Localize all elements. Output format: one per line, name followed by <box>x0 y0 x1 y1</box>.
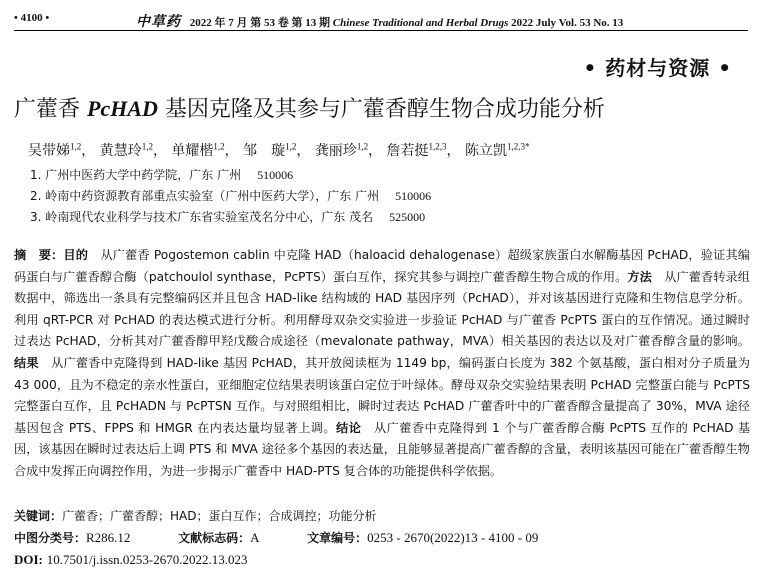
results-text: 从广藿香中克隆得到 HAD-like 基因 PcHAD，其开放阅读框为 1149 bp，编码蛋白长度为 382 个氨基酸，蛋白相对分子质量为 43 000，且为不稳定的亲水性蛋白，亚细胞定位结果表明该蛋白定位于叶绿体。酵母双杂交实验结果表明 PcHAD 完整蛋白能与 PcPTS 完整蛋白互作，且 PcHADN 与 PcPTSN 互作。与对照组相比，瞬时过表达 PcHAD 广藿香叶中的广藿香醇含量提高了 30%，MVA 途径基因包含 PTS、FPPS 和 HMGR 在内表达量均显著上调。 <box>14 355 751 435</box>
issue-en: 2022 July Vol. 53 No. 13 <box>511 17 624 29</box>
affiliation <box>30 186 431 207</box>
affiliation-zip: 510006 <box>395 189 432 203</box>
conclusion-text: 从广藿香中克隆得到 1 个与广藿香醇合酶 PcPTS 互作的 PcHAD 基因，该基因在瞬时过表达后上调 PTS 和 MVA 途径多个基因的表达量，且能够显著提高广藿香醇的含量，表明该基因可能在广藿香醇生物合成中发挥正向调控作用，为进一步揭示广藿香中 HAD-PTS 复合体的功能提供科学依据。 <box>14 420 751 478</box>
doc-code-value: A <box>250 530 260 545</box>
keywords-value: 广藿香；广藿香醇；HAD；蛋白互作；合成调控；功能分析 <box>62 509 377 523</box>
conclusion-label: 结论 <box>336 420 362 435</box>
author-affil-sup: 1,2 <box>141 141 153 152</box>
article-meta <box>14 506 538 571</box>
journal-name-cn: 中草药 <box>136 15 181 30</box>
author-affil-sup: 1,2,3* <box>506 141 530 152</box>
author-affil-sup: 1,2 <box>285 141 297 152</box>
affiliation-text: 3. 岭南现代农业科学与技术广东省实验室茂名分中心，广东 茂名 <box>30 210 374 224</box>
title-prefix: 广藿香 <box>14 97 87 122</box>
author-affil-sup: 1,2 <box>70 141 82 152</box>
article-no-value: 0253 - 2670(2022)13 - 4100 - 09 <box>367 530 539 545</box>
affiliation-zip: 525000 <box>389 210 426 224</box>
abstract <box>14 245 750 483</box>
methods-label: 方法 <box>627 269 652 284</box>
author: 龚丽珍 <box>314 143 357 159</box>
author: 邹 璇 <box>243 143 286 159</box>
running-header <box>14 10 748 31</box>
journal-info <box>136 11 623 31</box>
affiliation <box>30 207 431 228</box>
author: 单耀楷 <box>171 143 214 159</box>
doi-label: DOI: <box>14 552 43 567</box>
section-tag: • 药材与资源 • <box>583 56 732 80</box>
affiliation-text: 2. 岭南中药资源教育部重点实验室（广州中医药大学），广东 广州 <box>30 189 380 203</box>
affiliation-zip: 510006 <box>257 168 294 182</box>
author-list: 吴带娣$^{1,2}$， 黄慧玲$^{1,2}$， 单耀楷$^{1,2}$， 邹 璇$^{1,2}$， 龚丽珍$^{1,2}$， 詹若挺$^{1,2,3}$， 陈立凯$^{1,2,3*}$ <box>28 141 530 159</box>
author: 詹若挺 <box>386 143 429 159</box>
affiliation-list <box>30 165 431 228</box>
author: 吴带娣 <box>28 143 70 159</box>
journal-name-en: Chinese Traditional and Herbal Drugs <box>332 17 509 29</box>
affiliation-text: 1. 广州中医药大学中药学院，广东 广州 <box>30 168 242 182</box>
clc-value: R286.12 <box>86 530 131 545</box>
author: 黄慧玲 <box>99 143 142 159</box>
clc-label: 中图分类号： <box>14 531 87 545</box>
keywords-row <box>14 506 538 527</box>
article-title <box>14 92 605 123</box>
objective-label: 目的 <box>63 248 89 262</box>
doi-row <box>14 549 538 571</box>
author: 陈立凯 <box>464 143 507 159</box>
title-suffix: 基因克隆及其参与广藿香醇生物合成功能分析 <box>157 97 605 122</box>
affiliation <box>30 165 431 186</box>
page-number: • 4100 • <box>14 12 50 24</box>
doc-code-label: 文献标志码： <box>178 531 251 545</box>
results-label: 结果 <box>14 355 39 370</box>
objective-text: 从广藿香 Pogostemon cablin 中克隆 HAD（haloacid dehalogenase）超级家族蛋白水解酶基因 PcHAD，验证其编码蛋白与广藿香醇合酶（patchoulol synthase，PcPTS）蛋白互作，探究其参与调控广藿香醇生物合成的作用。 <box>14 248 750 284</box>
author-affil-sup: 1,2,3 <box>428 141 447 152</box>
issue-cn: 2022 年 7 月 第 53 卷 第 13 期 <box>189 17 330 29</box>
keywords-label: 关键词： <box>14 509 63 523</box>
abstract-label: 摘 要： <box>14 248 64 262</box>
author-affil-sup: 1,2 <box>356 141 369 152</box>
title-gene: PcHAD <box>87 96 158 121</box>
doi-link[interactable]: 10.7501/j.issn.0253-2670.2022.13.023 <box>46 552 248 567</box>
classification-row <box>14 527 538 549</box>
article-no-label: 文章编号： <box>307 531 368 545</box>
methods-text: 从广藿香转录组数据中，筛选出一条具有完整编码区并且包含 HAD-like 结构域的 HAD 基因序列（PcHAD），并对该基因进行克隆和生物信息学分析。利用 qRT-PCR 对 PcHAD 的表达模式进行分析。利用酵母双杂交实验进一步验证 PcHAD 与广藿香 PcPTS 蛋白的互作情况。通过瞬时过表达 PcHAD，分析其对广藿香醇甲羟戊酸合成途径（mevalonate pathway，MVA）相关基因的表达以及对广藿香醇含量的影响。 <box>14 269 750 349</box>
author-affil-sup: 1,2 <box>213 141 225 152</box>
